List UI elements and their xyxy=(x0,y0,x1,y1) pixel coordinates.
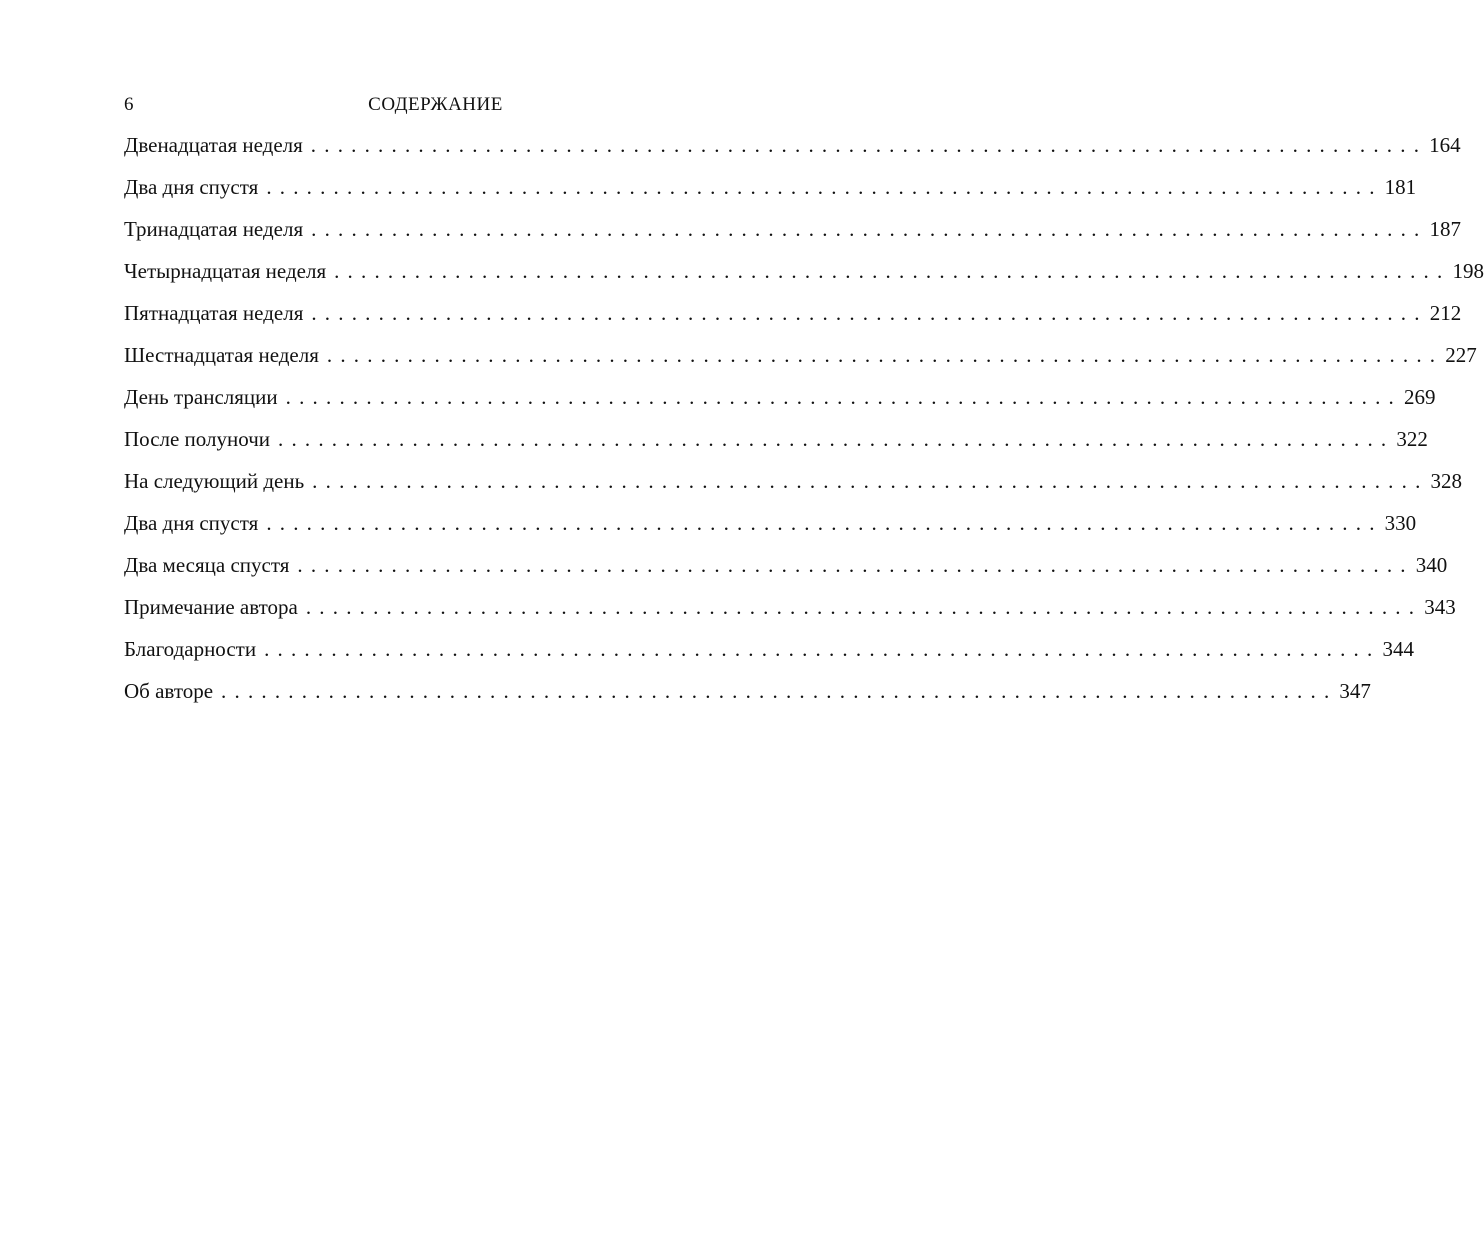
toc-entry-page: 164 xyxy=(1429,133,1461,157)
dot-leader: ................................................................................... xyxy=(310,133,1428,157)
dot-leader: ................................................................................... xyxy=(326,343,1444,367)
dot-leader: ................................................................................... xyxy=(221,679,1338,703)
toc-entry-page: 269 xyxy=(1404,385,1436,409)
toc-entry xyxy=(124,300,1462,342)
toc-entry-title: Примечание автора xyxy=(124,595,298,619)
toc-entry-page: 198 xyxy=(1452,259,1484,283)
toc-entry xyxy=(124,594,1456,636)
toc-entry xyxy=(124,510,1417,552)
toc-entry-page: 330 xyxy=(1384,511,1417,535)
dot-leader: ................................................................................... xyxy=(285,385,1402,409)
toc-entry-page: 344 xyxy=(1382,637,1414,661)
running-head xyxy=(124,92,743,118)
dot-leader: ................................................................................... xyxy=(311,217,1428,241)
page-title: СОДЕРЖАНИЕ xyxy=(368,94,503,115)
dot-leader: ................................................................................... xyxy=(278,427,1395,451)
toc-entry-page: 187 xyxy=(1429,217,1461,241)
toc-entry xyxy=(124,258,1484,300)
toc-entry-page: 212 xyxy=(1429,301,1462,325)
dot-leader: ................................................................................... xyxy=(311,301,1428,325)
toc-entry-title: На следующий день xyxy=(124,469,305,493)
toc-entry-title: Двенадцатая неделя xyxy=(124,133,303,157)
page-number: 6 xyxy=(124,94,134,115)
toc-entry-page: 347 xyxy=(1339,679,1371,703)
dot-leader: ................................................................................... xyxy=(305,595,1423,619)
toc-entry-title: Четырнадцатая неделя xyxy=(124,259,327,283)
toc-entry-title: Два дня спустя xyxy=(124,175,259,199)
toc-entry xyxy=(124,552,1448,594)
dot-leader: ................................................................................... xyxy=(297,553,1414,577)
toc-entry-title: Тринадцатая неделя xyxy=(124,217,304,241)
dot-leader: ................................................................................... xyxy=(334,259,1451,283)
toc-entry-title: Шестнадцатая неделя xyxy=(124,343,319,367)
toc-entry-title: Благодарности xyxy=(124,637,257,661)
toc-entry xyxy=(124,426,1428,468)
toc-entry-page: 227 xyxy=(1445,343,1477,367)
toc-entry xyxy=(124,342,1477,384)
toc-entry-page: 340 xyxy=(1415,553,1448,577)
toc-entry-title: День трансляции xyxy=(124,385,278,409)
toc-entry xyxy=(124,678,1371,720)
table-of-contents xyxy=(124,132,1484,720)
dot-leader: ................................................................................... xyxy=(312,469,1429,493)
toc-entry xyxy=(124,636,1414,678)
toc-entry-title: Два месяца спустя xyxy=(124,553,290,577)
toc-entry xyxy=(124,384,1436,426)
toc-entry xyxy=(124,468,1463,510)
toc-entry xyxy=(124,216,1461,258)
toc-entry-page: 322 xyxy=(1396,427,1428,451)
toc-entry-title: Пятнадцатая неделя xyxy=(124,301,304,325)
toc-entry-page: 343 xyxy=(1424,595,1456,619)
toc-entry-title: Два дня спустя xyxy=(124,511,259,535)
toc-entry-page: 181 xyxy=(1384,175,1417,199)
toc-entry xyxy=(124,174,1417,216)
dot-leader: ................................................................................... xyxy=(264,637,1381,661)
dot-leader: ................................................................................... xyxy=(266,511,1383,535)
dot-leader: ................................................................................... xyxy=(266,175,1383,199)
toc-entry-title: После полуночи xyxy=(124,427,270,451)
toc-entry-page: 328 xyxy=(1430,469,1463,493)
toc-entry-title: Об авторе xyxy=(124,679,214,703)
toc-entry xyxy=(124,132,1461,174)
